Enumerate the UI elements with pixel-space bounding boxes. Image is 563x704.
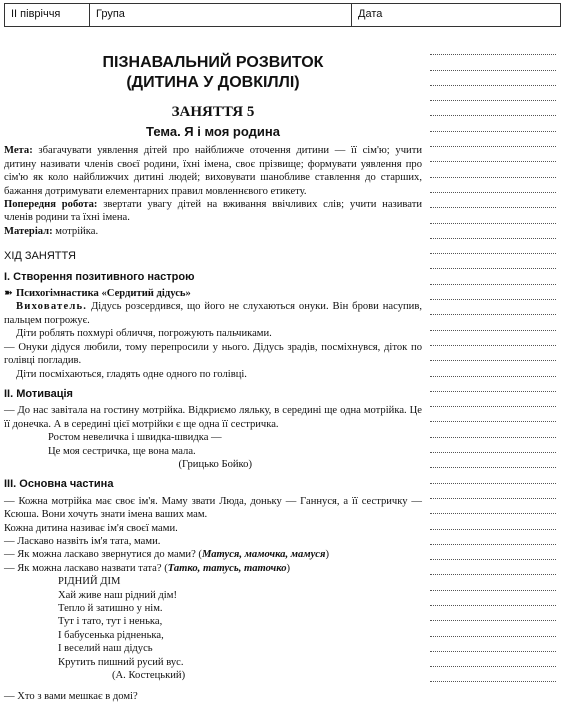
material-text: мотрійка. xyxy=(52,225,99,237)
note-line xyxy=(430,40,556,55)
lesson-topic: Тема. Я і моя родина xyxy=(146,124,280,139)
note-line xyxy=(430,224,556,239)
prior-label: Попередня робота: xyxy=(4,199,98,211)
poem-line: Хай живе наш рідний дім! xyxy=(58,589,177,601)
note-line xyxy=(430,101,556,116)
note-line xyxy=(430,453,556,468)
poem-title: РІДНИЙ ДІМ xyxy=(58,576,121,588)
document-body xyxy=(4,28,422,704)
note-line xyxy=(430,438,556,453)
game-title: ➽ Психогімнастика «Сердитий дідусь» xyxy=(4,288,191,300)
course-heading: ХІД ЗАНЯТТЯ xyxy=(4,250,76,263)
note-line xyxy=(430,667,556,682)
note-line xyxy=(430,422,556,437)
educator-paragraph: Вихователь. Дідусь розсердився, що його не слухаються онуки. Він брови насупив, пальцем погрожує. xyxy=(4,301,422,326)
note-line xyxy=(430,331,556,346)
section-subtitle: (ДИТИНА У ДОВКІЛЛІ) xyxy=(126,74,300,91)
note-line xyxy=(430,71,556,86)
note-line xyxy=(430,377,556,392)
notes-lines xyxy=(430,40,556,682)
poem-line: Тепло й затишно у нім. xyxy=(58,603,163,614)
header-semester: II півріччя xyxy=(5,4,90,26)
text-paragraph: — До нас завітала на гостину мотрійка. Відкриємо ляльку, в середині ще одна мотрійка. Це її донечка. А в середині цієї мотрійки є ще одна її сестричка. xyxy=(4,405,422,430)
text-paragraph: — Онуки дідуся любили, тому перепросили у нього. Дідусь зрадів, посміхнувся, діток по голівці погладив. xyxy=(4,341,422,367)
goal-text: збагачувати уявлення дітей про найближче оточення дитини — її сім'ю; учити дитину називати членів своєї родини, їхні імена, своє прізвище; формувати уявлення про сім'ю як коло найближчих дитині людей; виховувати шанобливе ставлення до старших, бажання дотримувати елементарних правил мовленнєвого етикету. xyxy=(4,145,422,197)
prior-work-paragraph xyxy=(4,198,422,225)
goal-label: Мета: xyxy=(4,145,33,157)
arrow-icon: ➽ xyxy=(4,288,13,300)
text-paragraph: — Хто з вами мешкає в домі? xyxy=(4,691,138,703)
poem-line: Крутить пишний русий вус. xyxy=(58,656,184,668)
section-title: ПІЗНАВАЛЬНИЙ РОЗВИТОК xyxy=(102,54,324,71)
poem-author: (А. Костецький) xyxy=(112,670,186,682)
note-line xyxy=(430,545,556,560)
material-label: Матеріал: xyxy=(4,225,53,237)
note-line xyxy=(430,269,556,284)
note-line xyxy=(430,285,556,300)
note-line xyxy=(430,514,556,529)
note-line xyxy=(430,116,556,131)
note-line xyxy=(430,530,556,545)
note-line xyxy=(430,468,556,483)
poem-line: І бабусенька рідненька, xyxy=(58,629,164,641)
note-line xyxy=(430,162,556,177)
section-1-heading: I. Створення позитивного настрою xyxy=(4,270,195,283)
section-3-heading: III. Основна частина xyxy=(4,478,114,491)
text-paragraph: — Кожна мотрійка має своє ім'я. Маму звати Люда, доньку — Ганнуся, а її сестричку — Ксюша. Вони хочуть знати імена ваших мам. xyxy=(4,495,422,521)
note-line xyxy=(430,239,556,254)
note-line xyxy=(430,392,556,407)
poem-line: Це моя сестричка, ще вона мала. xyxy=(48,445,196,457)
prior-text: звертати увагу дітей на вживання ввічливих слів; учити називати членів родини та їхні імена. xyxy=(4,199,422,224)
note-line xyxy=(430,346,556,361)
header-date: Дата xyxy=(358,8,383,20)
poem-line: Тут і тато, тут і ненька, xyxy=(58,616,163,628)
goal-paragraph xyxy=(4,144,422,198)
note-line xyxy=(430,621,556,636)
note-line xyxy=(430,637,556,652)
text-paragraph: — Як можна ласкаво звернутися до мами? (Матуся, мамочка, мамуся) xyxy=(4,549,329,561)
note-line xyxy=(430,86,556,101)
section-2-heading: II. Мотивація xyxy=(4,387,73,400)
poem-line: Ростом невеличка і швидка-швидка — xyxy=(48,432,222,444)
note-line xyxy=(430,254,556,269)
educator-label: Вихователь. xyxy=(16,301,88,313)
text-paragraph: — Ласкаво назвіть ім'я тата, мами. xyxy=(4,535,161,547)
header-group: Група xyxy=(90,4,352,26)
material-paragraph xyxy=(4,225,422,238)
text-paragraph: Кожна дитина називає ім'я своєї мами. xyxy=(4,522,178,534)
text-paragraph: Діти посміхаються, гладять одне одного по голівці. xyxy=(16,368,247,380)
note-line xyxy=(430,315,556,330)
note-line xyxy=(430,652,556,667)
note-line xyxy=(430,575,556,590)
note-line xyxy=(430,132,556,147)
poem-author: (Грицько Бойко) xyxy=(178,458,252,470)
note-line xyxy=(430,606,556,621)
text-paragraph: — Як можна ласкаво назвати тата? (Татко, татусь, таточко) xyxy=(4,562,291,574)
note-line xyxy=(430,208,556,223)
note-line xyxy=(430,147,556,162)
note-line xyxy=(430,407,556,422)
note-line xyxy=(430,178,556,193)
note-line xyxy=(430,560,556,575)
text-paragraph: Діти роблять похмурі обличчя, погрожують пальчиками. xyxy=(16,328,272,340)
note-line xyxy=(430,300,556,315)
note-line xyxy=(430,361,556,376)
note-line xyxy=(430,55,556,70)
note-line xyxy=(430,591,556,606)
header-table xyxy=(4,3,561,27)
poem-line: І веселий наш дідусь xyxy=(58,643,153,655)
note-line xyxy=(430,193,556,208)
note-line xyxy=(430,499,556,514)
note-line xyxy=(430,484,556,499)
lesson-number: ЗАНЯТТЯ 5 xyxy=(171,104,255,120)
